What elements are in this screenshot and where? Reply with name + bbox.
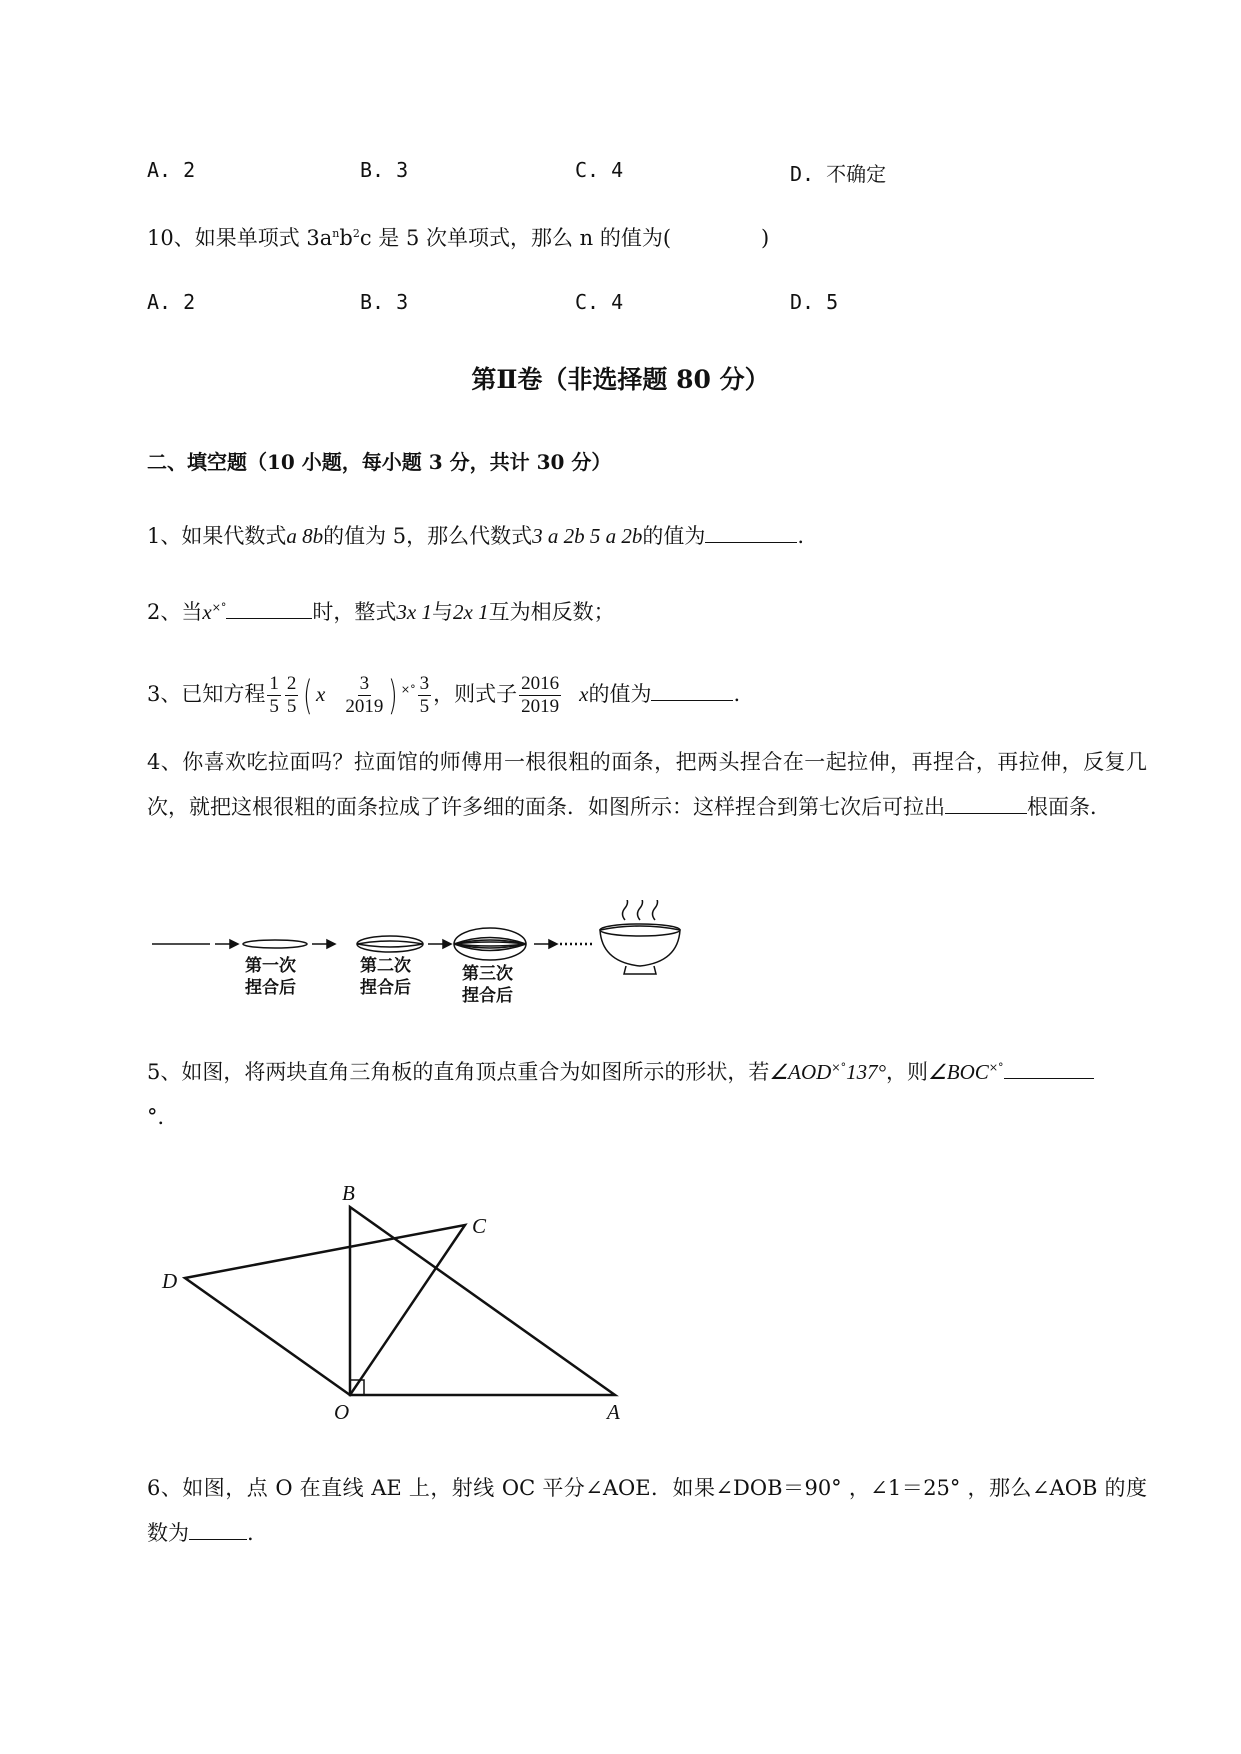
q4-blank[interactable]	[945, 795, 1027, 814]
q3-frac-3: $\frac{3}{2019}$	[345, 673, 384, 717]
q5-value: 137°	[846, 1060, 886, 1084]
label-d: D	[162, 1269, 178, 1293]
q10-b: b	[339, 226, 353, 250]
noodle-label-2: 第二次 捏合后	[360, 956, 411, 998]
q2-blank[interactable]	[226, 600, 312, 619]
q6-text: 6、如图，点 O 在直线 AE 上，射线 OC 平分∠AOE．如果∠DOB＝90° ，∠1＝25° ，那么∠AOB 的度数为	[147, 1476, 1147, 1545]
q10-option-b: B. 3	[360, 290, 409, 314]
triangle-doc	[185, 1225, 465, 1395]
q1-end: .	[797, 524, 805, 548]
q1-expr2: 3 a 2b 5 a 2b	[532, 524, 643, 548]
q2-lead: 2、当	[147, 600, 203, 624]
q3-end: .	[733, 682, 741, 706]
q2-expr1: 3x 1	[396, 600, 432, 624]
q3-x: x	[315, 682, 326, 706]
q9-option-d: D. 不确定	[790, 162, 887, 186]
q9-option-a: A. 2	[147, 158, 196, 182]
q10-option-a: A. 2	[147, 290, 196, 314]
q10-close-paren: )	[761, 226, 770, 250]
q2-var: x	[202, 600, 212, 624]
q10-prefix: 10、如果单项式 3a	[147, 226, 333, 250]
q6-blank[interactable]	[189, 1521, 247, 1540]
question-10	[147, 222, 769, 252]
question-2: 2、当x×° 时，整式3x 1与2x 1互为相反数；	[147, 600, 615, 624]
q3-frac-4: $\frac{3}{5}$	[419, 673, 430, 717]
q3-frac-5: $\frac{2016}{2019}$	[521, 673, 560, 717]
label-o: O	[334, 1400, 350, 1424]
noodle-diagram	[150, 900, 690, 1010]
q1-expr1: a 8b	[286, 524, 324, 548]
question-1	[147, 520, 804, 550]
q3-x2: x	[579, 682, 589, 706]
q6-end: .	[247, 1521, 254, 1545]
q9-option-c: C. 4	[575, 158, 624, 182]
noodle-stage-2	[357, 936, 423, 952]
q5-blank[interactable]	[1004, 1060, 1094, 1079]
part-title: 第Ⅱ卷（非选择题 80 分）	[471, 365, 770, 394]
q3-frac-1: $\frac{1}{5}$	[269, 673, 279, 717]
question-4	[147, 740, 1147, 830]
bowl-icon	[600, 900, 680, 974]
q5-end: °．	[147, 1105, 179, 1129]
q1-lead: 1、如果代数式	[147, 524, 287, 548]
q5-angle-aod: ∠AOD	[769, 1060, 832, 1084]
q10-exp-n: n	[332, 227, 340, 240]
q3-lead: 3、已知方程	[147, 682, 266, 706]
label-c: C	[472, 1214, 487, 1238]
q5-mid: ，则	[885, 1060, 928, 1084]
q3-tail: 的值为	[588, 682, 652, 706]
label-a: A	[607, 1400, 620, 1424]
q5-angle-boc: ∠BOC	[927, 1060, 989, 1084]
section-title: 二、填空题（10 小题，每小题 3 分，共计 30 分）	[147, 450, 612, 474]
q4-text: 4、你喜欢吃拉面吗？拉面馆的师傅用一根很粗的面条，把两头捏合在一起拉伸，再捏合，再拉伸，反复几次，就把这根很粗的面条拉成了许多细的面条．如图所示：这样捏合到第七次后可拉出	[147, 750, 1147, 819]
q10-suffix: c 是 5 次单项式，那么 n 的值为(	[359, 226, 672, 250]
label-b: B	[342, 1181, 355, 1205]
q2-and: 与	[432, 600, 453, 624]
noodle-stage-3	[454, 928, 526, 960]
q3-frac-2: $\frac{2}{5}$	[286, 673, 297, 717]
q10-exp-2: 2	[352, 227, 360, 240]
question-6	[147, 1466, 1147, 1556]
noodle-stage-1	[243, 940, 307, 948]
q2-tail: 互为相反数；	[488, 600, 615, 624]
q3-blank[interactable]	[651, 682, 733, 701]
q3-mid: ，则式子	[433, 682, 518, 706]
q9-option-b: B. 3	[360, 158, 409, 182]
question-3: 3、已知方程 $\frac{1}{5}$ $\frac{2}{5}$ ( x $\frac{3}{2019}$ ) ×° $\frac{3}{5}$ ，则式子 $\frac{2016}{2019}$ x的值为 .	[147, 672, 741, 719]
q4-tail: 根面条．	[1027, 795, 1111, 819]
q5-lead: 5、如图，将两块直角三角板的直角顶点重合为如图所示的形状，若	[147, 1060, 770, 1084]
q10-option-c: C. 4	[575, 290, 624, 314]
q1-tail: 的值为	[642, 524, 706, 548]
q2-expr2: 2x 1	[453, 600, 489, 624]
noodle-label-3: 第三次 捏合后	[462, 964, 513, 1006]
q1-blank[interactable]	[705, 524, 797, 543]
noodle-label-1: 第一次 捏合后	[245, 956, 296, 998]
q1-mid: 的值为 5，那么代数式	[323, 524, 533, 548]
triangle-figure	[150, 1175, 650, 1425]
q10-option-d: D. 5	[790, 290, 839, 314]
q2-mid: 时，整式	[312, 600, 397, 624]
question-5: 5、如图，将两块直角三角板的直角顶点重合为如图所示的形状，若∠AOD×°137°，则∠BOC×° °．	[147, 1045, 1147, 1140]
